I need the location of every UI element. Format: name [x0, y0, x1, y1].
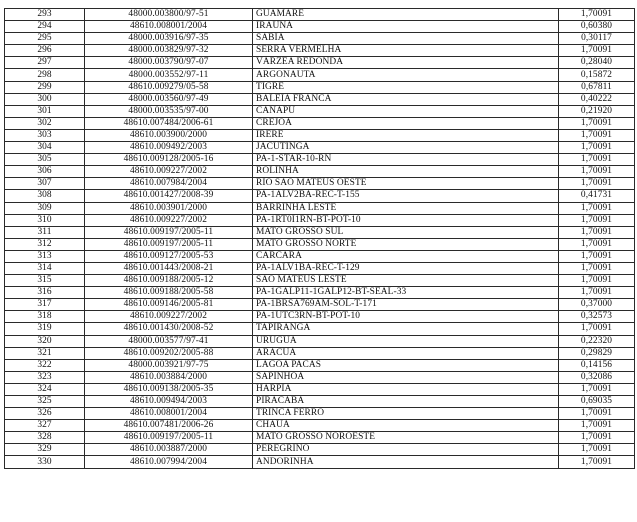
- row-number-cell: 313: [5, 250, 85, 262]
- row-number-cell: 299: [5, 81, 85, 93]
- field-name-cell: GUAMARÉ: [253, 9, 559, 21]
- field-name-cell: HARPIA: [253, 383, 559, 395]
- field-name-cell: ROLINHA: [253, 166, 559, 178]
- process-number-cell: 48000.003560/97-49: [85, 93, 253, 105]
- row-number-cell: 295: [5, 33, 85, 45]
- row-number-cell: 329: [5, 444, 85, 456]
- process-number-cell: 48000.003790/97-07: [85, 57, 253, 69]
- field-name-cell: MATO GROSSO NOROESTE: [253, 432, 559, 444]
- value-cell: 1,70091: [559, 420, 635, 432]
- process-number-cell: 48610.009138/2005-35: [85, 383, 253, 395]
- table-row: [5, 33, 635, 45]
- process-number-cell: 48610.008001/2004: [85, 21, 253, 33]
- row-number-cell: 310: [5, 214, 85, 226]
- row-number-cell: 327: [5, 420, 85, 432]
- value-cell: 1,70091: [559, 250, 635, 262]
- table-row: [5, 456, 635, 468]
- field-name-cell: MATO GROSSO NORTE: [253, 238, 559, 250]
- field-name-cell: RIO SÃO MATEUS OESTE: [253, 178, 559, 190]
- process-number-cell: 48610.009227/2002: [85, 214, 253, 226]
- table-row: [5, 69, 635, 81]
- process-number-cell: 48610.009202/2005-88: [85, 347, 253, 359]
- field-name-cell: URUGUÁ: [253, 335, 559, 347]
- process-number-cell: 48610.007481/2006-26: [85, 420, 253, 432]
- table-row: [5, 190, 635, 202]
- table-row: [5, 432, 635, 444]
- row-number-cell: 300: [5, 93, 85, 105]
- value-cell: 0,32086: [559, 371, 635, 383]
- field-name-cell: CARCARÁ: [253, 250, 559, 262]
- process-number-cell: 48610.007484/2006-61: [85, 117, 253, 129]
- table-row: [5, 142, 635, 154]
- field-name-cell: PA-1UTC3RN-BT-POT-10: [253, 311, 559, 323]
- process-number-cell: 48610.009227/2002: [85, 311, 253, 323]
- process-number-cell: 48610.009197/2005-11: [85, 238, 253, 250]
- table-row: [5, 117, 635, 129]
- table-row: [5, 81, 635, 93]
- value-cell: 1,70091: [559, 154, 635, 166]
- process-number-cell: 48000.003800/97-51: [85, 9, 253, 21]
- process-number-cell: 48610.009227/2002: [85, 166, 253, 178]
- value-cell: 0,28040: [559, 57, 635, 69]
- row-number-cell: 318: [5, 311, 85, 323]
- row-number-cell: 304: [5, 142, 85, 154]
- field-name-cell: PA-1ALV2BA-REC-T-155: [253, 190, 559, 202]
- row-number-cell: 325: [5, 396, 85, 408]
- table-row: [5, 250, 635, 262]
- row-number-cell: 315: [5, 275, 85, 287]
- row-number-cell: 320: [5, 335, 85, 347]
- field-name-cell: BALEIA FRANCA: [253, 93, 559, 105]
- table-row: [5, 178, 635, 190]
- process-number-cell: 48000.003577/97-41: [85, 335, 253, 347]
- table-row: [5, 129, 635, 141]
- table-row: [5, 287, 635, 299]
- row-number-cell: 312: [5, 238, 85, 250]
- value-cell: 0,40222: [559, 93, 635, 105]
- field-name-cell: PA-1ALV1BA-REC-T-129: [253, 262, 559, 274]
- row-number-cell: 311: [5, 226, 85, 238]
- table-row: [5, 383, 635, 395]
- process-number-cell: 48610.009188/2005-58: [85, 287, 253, 299]
- field-name-cell: CANAPU: [253, 105, 559, 117]
- value-cell: 1,70091: [559, 456, 635, 468]
- process-number-cell: 48000.003829/97-32: [85, 45, 253, 57]
- value-cell: 1,70091: [559, 129, 635, 141]
- process-number-cell: 48610.009146/2005-81: [85, 299, 253, 311]
- value-cell: 1,70091: [559, 117, 635, 129]
- process-number-cell: 48610.001427/2008-39: [85, 190, 253, 202]
- value-cell: 1,70091: [559, 45, 635, 57]
- field-name-cell: ARACUÁ: [253, 347, 559, 359]
- value-cell: 0,21920: [559, 105, 635, 117]
- row-number-cell: 301: [5, 105, 85, 117]
- table-row: [5, 21, 635, 33]
- field-name-cell: PA-1-STAR-10-RN: [253, 154, 559, 166]
- table-row: [5, 154, 635, 166]
- row-number-cell: 302: [5, 117, 85, 129]
- field-name-cell: SABIÁ: [253, 33, 559, 45]
- row-number-cell: 305: [5, 154, 85, 166]
- process-number-cell: 48610.009197/2005-11: [85, 226, 253, 238]
- value-cell: 1,70091: [559, 287, 635, 299]
- value-cell: 0,37000: [559, 299, 635, 311]
- value-cell: 1,70091: [559, 262, 635, 274]
- value-cell: 1,70091: [559, 202, 635, 214]
- process-number-cell: 48610.009127/2005-53: [85, 250, 253, 262]
- field-name-cell: IRAÚNA: [253, 21, 559, 33]
- table-row: [5, 444, 635, 456]
- field-name-cell: IRERÊ: [253, 129, 559, 141]
- row-number-cell: 306: [5, 166, 85, 178]
- value-cell: 1,70091: [559, 323, 635, 335]
- row-number-cell: 296: [5, 45, 85, 57]
- table-row: [5, 57, 635, 69]
- field-name-cell: SERRA VERMELHA: [253, 45, 559, 57]
- table-row: [5, 166, 635, 178]
- value-cell: 0,22320: [559, 335, 635, 347]
- value-cell: 0,60380: [559, 21, 635, 33]
- table-row: [5, 323, 635, 335]
- row-number-cell: 303: [5, 129, 85, 141]
- field-name-cell: ANDORINHA: [253, 456, 559, 468]
- field-name-cell: JACUTINGA: [253, 142, 559, 154]
- value-cell: 1,70091: [559, 383, 635, 395]
- row-number-cell: 309: [5, 202, 85, 214]
- value-cell: 0,29829: [559, 347, 635, 359]
- field-name-cell: TRINCA FERRO: [253, 408, 559, 420]
- fields-table-container: [4, 8, 634, 469]
- table-row: [5, 275, 635, 287]
- field-name-cell: VÁRZEA REDONDA: [253, 57, 559, 69]
- process-number-cell: 48610.003884/2000: [85, 371, 253, 383]
- table-row: [5, 93, 635, 105]
- row-number-cell: 297: [5, 57, 85, 69]
- table-row: [5, 311, 635, 323]
- row-number-cell: 328: [5, 432, 85, 444]
- row-number-cell: 294: [5, 21, 85, 33]
- field-name-cell: PA-1GALP11-1GALP12-BT-SEAL-33: [253, 287, 559, 299]
- table-row: [5, 9, 635, 21]
- process-number-cell: 48610.001443/2008-21: [85, 262, 253, 274]
- value-cell: 0,67811: [559, 81, 635, 93]
- table-row: [5, 262, 635, 274]
- table-row: [5, 238, 635, 250]
- row-number-cell: 316: [5, 287, 85, 299]
- field-name-cell: PA-1RT0I1RN-BT-POT-10: [253, 214, 559, 226]
- table-row: [5, 371, 635, 383]
- process-number-cell: 48610.009494/2003: [85, 396, 253, 408]
- row-number-cell: 298: [5, 69, 85, 81]
- value-cell: 1,70091: [559, 9, 635, 21]
- table-row: [5, 214, 635, 226]
- fields-table: [4, 8, 635, 469]
- process-number-cell: 48610.007984/2004: [85, 178, 253, 190]
- table-row: [5, 359, 635, 371]
- field-name-cell: TIGRE: [253, 81, 559, 93]
- process-number-cell: 48610.009492/2003: [85, 142, 253, 154]
- table-row: [5, 347, 635, 359]
- process-number-cell: 48610.008001/2004: [85, 408, 253, 420]
- value-cell: 1,70091: [559, 226, 635, 238]
- process-number-cell: 48610.009188/2005-12: [85, 275, 253, 287]
- value-cell: 1,70091: [559, 166, 635, 178]
- value-cell: 1,70091: [559, 214, 635, 226]
- field-name-cell: MATO GROSSO SUL: [253, 226, 559, 238]
- process-number-cell: 48610.003887/2000: [85, 444, 253, 456]
- field-name-cell: TAPIRANGA: [253, 323, 559, 335]
- table-row: [5, 202, 635, 214]
- process-number-cell: 48000.003535/97-00: [85, 105, 253, 117]
- field-name-cell: CREJOÁ: [253, 117, 559, 129]
- field-name-cell: PEREGRINO: [253, 444, 559, 456]
- table-row: [5, 299, 635, 311]
- table-row: [5, 420, 635, 432]
- process-number-cell: 48000.003552/97-11: [85, 69, 253, 81]
- row-number-cell: 321: [5, 347, 85, 359]
- field-name-cell: SÃO MATEUS LESTE: [253, 275, 559, 287]
- table-row: [5, 45, 635, 57]
- process-number-cell: 48610.003901/2000: [85, 202, 253, 214]
- field-name-cell: ARGONAUTA: [253, 69, 559, 81]
- table-row: [5, 226, 635, 238]
- row-number-cell: 307: [5, 178, 85, 190]
- value-cell: 1,70091: [559, 238, 635, 250]
- row-number-cell: 314: [5, 262, 85, 274]
- field-name-cell: LAGOA PACAS: [253, 359, 559, 371]
- value-cell: 0,41731: [559, 190, 635, 202]
- row-number-cell: 324: [5, 383, 85, 395]
- table-row: [5, 408, 635, 420]
- row-number-cell: 326: [5, 408, 85, 420]
- field-name-cell: PA-1BRSA769AM-SOL-T-171: [253, 299, 559, 311]
- value-cell: 1,70091: [559, 444, 635, 456]
- table-row: [5, 396, 635, 408]
- row-number-cell: 323: [5, 371, 85, 383]
- value-cell: 1,70091: [559, 275, 635, 287]
- row-number-cell: 308: [5, 190, 85, 202]
- row-number-cell: 330: [5, 456, 85, 468]
- value-cell: 1,70091: [559, 142, 635, 154]
- value-cell: 0,14156: [559, 359, 635, 371]
- value-cell: 0,30117: [559, 33, 635, 45]
- process-number-cell: 48610.007994/2004: [85, 456, 253, 468]
- process-number-cell: 48000.003916/97-35: [85, 33, 253, 45]
- field-name-cell: CHAUÁ: [253, 420, 559, 432]
- row-number-cell: 322: [5, 359, 85, 371]
- value-cell: 1,70091: [559, 408, 635, 420]
- process-number-cell: 48610.009128/2005-16: [85, 154, 253, 166]
- process-number-cell: 48610.009197/2005-11: [85, 432, 253, 444]
- table-row: [5, 335, 635, 347]
- process-number-cell: 48000.003921/97-75: [85, 359, 253, 371]
- field-name-cell: PIRACABA: [253, 396, 559, 408]
- row-number-cell: 317: [5, 299, 85, 311]
- process-number-cell: 48610.009279/05-58: [85, 81, 253, 93]
- row-number-cell: 319: [5, 323, 85, 335]
- process-number-cell: 48610.001430/2008-52: [85, 323, 253, 335]
- field-name-cell: BARRINHA LESTE: [253, 202, 559, 214]
- value-cell: 1,70091: [559, 178, 635, 190]
- value-cell: 0,69035: [559, 396, 635, 408]
- table-row: [5, 105, 635, 117]
- table-body: [5, 9, 635, 469]
- row-number-cell: 293: [5, 9, 85, 21]
- value-cell: 1,70091: [559, 432, 635, 444]
- value-cell: 0,15872: [559, 69, 635, 81]
- value-cell: 0,32573: [559, 311, 635, 323]
- process-number-cell: 48610.003900/2000: [85, 129, 253, 141]
- field-name-cell: SAPINHOÁ: [253, 371, 559, 383]
